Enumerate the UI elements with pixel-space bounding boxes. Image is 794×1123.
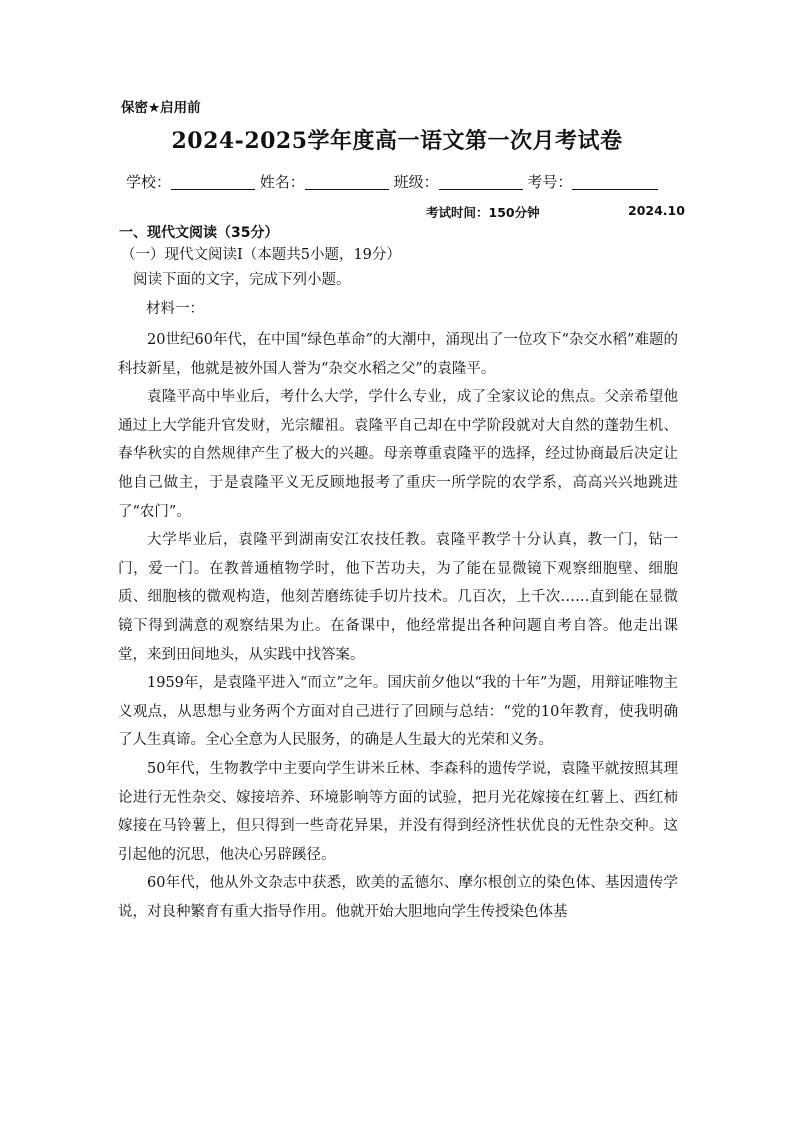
paragraph: 60年代，他从外文杂志中获悉，欧美的孟德尔、摩尔根创立的染色体、基因遗传学说，对良种繁育有重大指导作用。他就开始大胆地向学生传授染色体基 xyxy=(118,875,678,920)
paragraph: 50年代，生物教学中主要向学生讲米丘林、李森科的遗传学说，袁隆平就按照其理论进行无性杂交、嫁接培养、环境影响等方面的试验，把月光花嫁接在红薯上、西红柿嫁接在马铃薯上，但只得到一些奇花异果，并没有得到经济性状优良的无性杂交种。这引起他的沉思，他决心另辟蹊径。 xyxy=(118,760,678,863)
paragraph: 1959年，是袁隆平进入“而立”之年。国庆前夕他以“我的十年”为题，用辩证唯物主义观点，从思想与业务两个方面对自己进行了回顾与总结：“党的10年教育，使我明确了人生真谛。全心全意为人民服务，的确是人生最大的光荣和义务。 xyxy=(118,675,678,749)
exam-duration: 考试时间：150分钟 xyxy=(426,205,540,220)
section-heading: 一、现代文阅读（35分） xyxy=(119,225,279,241)
confidential-label: 保密★启用前 xyxy=(121,100,201,116)
name-label: 姓名： xyxy=(259,173,305,191)
student-info-line xyxy=(126,171,658,192)
school-blank[interactable] xyxy=(171,173,255,190)
exam-date: 2024.10 xyxy=(628,203,685,218)
paragraph: 大学毕业后，袁隆平到湖南安江农技任教。袁隆平教学十分认真，教一门，钻一门，爱一门。在教普通植物学时，他下苦功夫，为了能在显微镜下观察细胞壁、细胞质、细胞核的微观构造，他刻苦磨练徒手切片技术。几百次，上千次……直到能在显微镜下得到满意的观察结果为止。在备课中，他经常提出各种问题自考自答。他走出课堂，来到田间地头，从实践中找答案。 xyxy=(118,532,678,663)
reading-instruction: 阅读下面的文字，完成下列小题。 xyxy=(133,272,351,288)
material-label: 材料一： xyxy=(146,301,204,317)
passage xyxy=(118,326,678,926)
school-label: 学校： xyxy=(126,173,172,191)
exam-number-blank[interactable] xyxy=(572,173,658,190)
subsection-heading: （一）现代文阅读Ⅰ（本题共5小题，19分） xyxy=(121,247,401,263)
paragraph: 20世纪60年代，在中国“绿色革命”的大潮中，涌现出了一位攻下“杂交水稻”难题的科技新星，他就是被外国人誉为“杂交水稻之父”的袁隆平。 xyxy=(118,332,678,377)
class-label: 班级： xyxy=(393,173,439,191)
paragraph: 袁隆平高中毕业后，考什么大学，学什么专业，成了全家议论的焦点。父亲希望他通过上大学能升官发财，光宗耀祖。袁隆平自己却在中学阶段就对大自然的蓬勃生机、春华秋实的自然规律产生了极大的兴趣。母亲尊重袁隆平的选择，经过协商最后决定让他自己做主，于是袁隆平义无反顾地报考了重庆一所学院的农学系，高高兴兴地跳进了“农门”。 xyxy=(118,389,678,520)
class-blank[interactable] xyxy=(439,173,523,190)
exam-number-label: 考号： xyxy=(527,173,573,191)
name-blank[interactable] xyxy=(305,173,389,190)
page-title: 2024-2025学年度高一语文第一次月考试卷 xyxy=(171,128,623,154)
